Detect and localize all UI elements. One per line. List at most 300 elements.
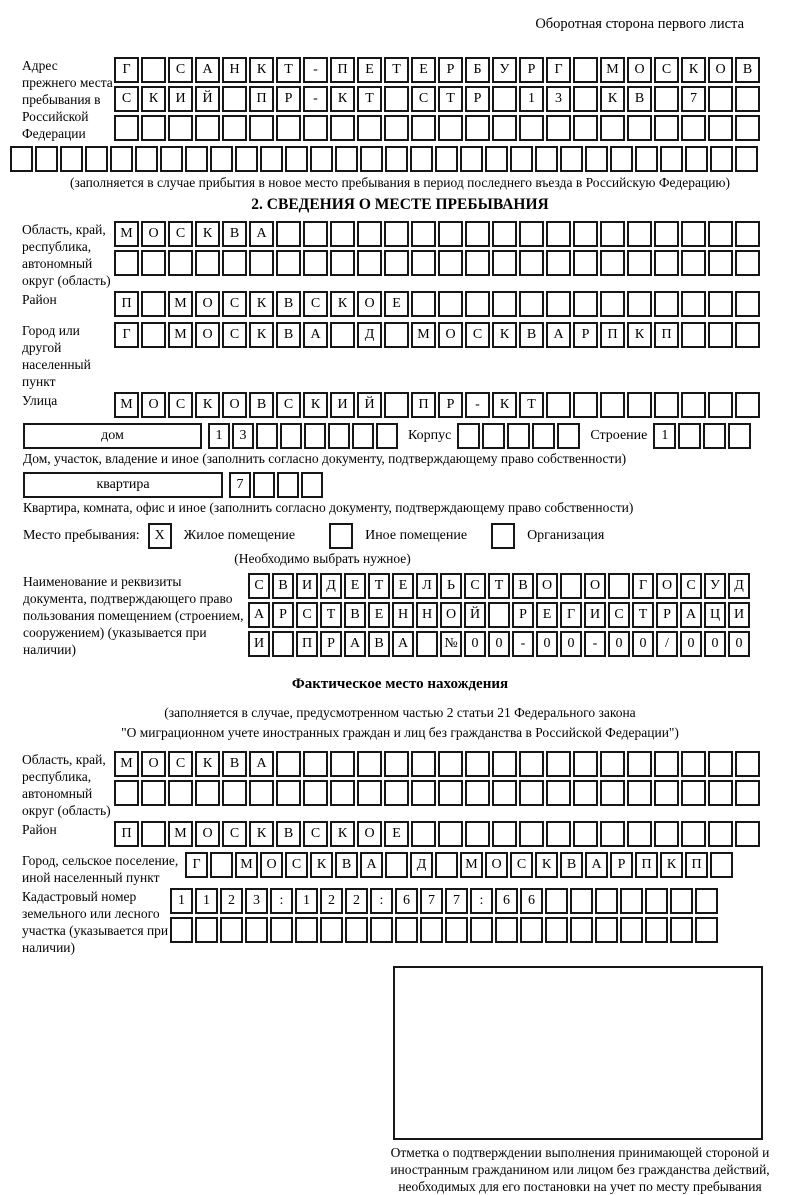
char-box — [570, 888, 593, 914]
korpus-boxes — [457, 423, 582, 449]
document-field — [0, 573, 800, 660]
char-box: К — [681, 57, 706, 83]
char-box — [295, 917, 318, 943]
char-box — [357, 115, 382, 141]
char-box — [560, 146, 583, 172]
char-box — [170, 917, 193, 943]
stroenie-boxes — [653, 423, 753, 449]
char-box: Е — [411, 57, 436, 83]
char-box — [195, 250, 220, 276]
char-box: О — [222, 392, 247, 418]
char-box — [416, 631, 438, 657]
char-box: О — [141, 221, 166, 247]
char-box: : — [270, 888, 293, 914]
char-box — [357, 250, 382, 276]
char-box: 1 — [295, 888, 318, 914]
char-box — [465, 250, 490, 276]
char-box — [460, 146, 483, 172]
char-box — [411, 780, 436, 806]
char-box — [627, 780, 652, 806]
char-box — [735, 322, 760, 348]
char-box: В — [512, 573, 534, 599]
char-box — [600, 821, 625, 847]
char-box: Е — [384, 821, 409, 847]
char-box: С — [411, 86, 436, 112]
char-box: А — [585, 852, 608, 878]
char-box — [735, 221, 760, 247]
char-box — [685, 146, 708, 172]
district-row — [114, 291, 800, 317]
char-box: С — [168, 392, 193, 418]
char-box — [654, 392, 679, 418]
char-box — [110, 146, 133, 172]
char-box: В — [276, 322, 301, 348]
char-box — [235, 146, 258, 172]
char-box — [560, 573, 582, 599]
char-box: О — [656, 573, 678, 599]
char-box — [168, 780, 193, 806]
char-box — [546, 221, 571, 247]
char-box — [276, 780, 301, 806]
char-box — [620, 888, 643, 914]
char-box: Й — [357, 392, 382, 418]
char-box — [376, 423, 398, 449]
char-box: В — [335, 852, 358, 878]
char-box — [141, 780, 166, 806]
char-box — [627, 392, 652, 418]
char-box — [654, 751, 679, 777]
char-box — [573, 291, 598, 317]
char-box: Н — [222, 57, 247, 83]
char-box — [670, 917, 693, 943]
char-box — [303, 221, 328, 247]
street-field — [0, 392, 800, 421]
char-box — [708, 821, 733, 847]
char-box: 0 — [536, 631, 558, 657]
house-caption: Дом, участок, владение и иное (заполнить согласно документу, подтверждающему право собственности) — [23, 451, 627, 466]
char-box: О — [357, 291, 382, 317]
char-box — [465, 821, 490, 847]
document-row-3 — [248, 631, 800, 657]
char-box — [220, 917, 243, 943]
stroenie-label: Строение — [590, 428, 648, 443]
char-box — [573, 780, 598, 806]
char-box: Р — [438, 57, 463, 83]
char-box — [681, 751, 706, 777]
char-box: О — [141, 392, 166, 418]
char-box: К — [249, 57, 274, 83]
document-label: Наименование и реквизиты документа, подтверждающего право пользования помещением (строением, сооружением) (указывается при наличии) — [23, 574, 244, 657]
cadastre-row-1 — [170, 888, 800, 914]
char-box: П — [600, 322, 625, 348]
char-box — [681, 221, 706, 247]
char-box — [654, 115, 679, 141]
char-box: Г — [114, 322, 139, 348]
char-box — [600, 780, 625, 806]
char-box — [253, 472, 275, 498]
char-box: С — [680, 573, 702, 599]
prev-address-row-1 — [114, 57, 800, 83]
char-box — [735, 86, 760, 112]
char-box — [411, 115, 436, 141]
char-box — [495, 917, 518, 943]
char-box — [519, 221, 544, 247]
char-box — [708, 392, 733, 418]
char-box: 2 — [345, 888, 368, 914]
char-box — [678, 423, 701, 449]
char-box: Л — [416, 573, 438, 599]
char-box — [384, 250, 409, 276]
char-box: 0 — [488, 631, 510, 657]
checkbox-residential: X — [148, 523, 172, 549]
char-box — [608, 573, 630, 599]
char-box — [703, 423, 726, 449]
fact-region-row-2 — [114, 780, 800, 806]
char-box — [735, 751, 760, 777]
char-box — [168, 115, 193, 141]
char-box: С — [114, 86, 139, 112]
char-box — [492, 115, 517, 141]
char-box — [245, 917, 268, 943]
char-box: П — [654, 322, 679, 348]
char-box — [573, 751, 598, 777]
char-box: О — [195, 821, 220, 847]
char-box — [357, 751, 382, 777]
prev-address-label: Адрес прежнего места пребывания в Российской Федерации — [22, 58, 113, 141]
char-box — [114, 115, 139, 141]
char-box — [654, 250, 679, 276]
char-box: Д — [728, 573, 750, 599]
char-box: Й — [464, 602, 486, 628]
char-box — [573, 392, 598, 418]
char-box: Р — [512, 602, 534, 628]
char-box — [270, 917, 293, 943]
char-box: В — [222, 221, 247, 247]
char-box — [272, 631, 294, 657]
char-box — [465, 751, 490, 777]
char-box — [384, 221, 409, 247]
char-box — [654, 86, 679, 112]
char-box: 7 — [420, 888, 443, 914]
char-box: Р — [465, 86, 490, 112]
char-box: А — [303, 322, 328, 348]
char-box — [438, 751, 463, 777]
char-box — [260, 146, 283, 172]
char-box — [546, 115, 571, 141]
char-box: Г — [632, 573, 654, 599]
char-box: М — [411, 322, 436, 348]
prev-address-row-4 — [10, 146, 800, 172]
char-box: О — [708, 57, 733, 83]
char-box — [303, 780, 328, 806]
char-box: : — [470, 888, 493, 914]
char-box: С — [303, 821, 328, 847]
char-box: Д — [357, 322, 382, 348]
char-box: И — [584, 602, 606, 628]
char-box — [708, 780, 733, 806]
char-box — [457, 423, 480, 449]
char-box — [330, 780, 355, 806]
char-box — [610, 146, 633, 172]
char-box — [645, 888, 668, 914]
actual-location-note-2: "О миграционном учете иностранных граждан и лиц без гражданства в Российской Федерации") — [121, 725, 679, 740]
fact-city-field — [0, 852, 800, 886]
char-box: К — [249, 821, 274, 847]
char-box — [330, 221, 355, 247]
char-box — [411, 221, 436, 247]
char-box — [210, 852, 233, 878]
char-box: Й — [195, 86, 220, 112]
char-box: 2 — [220, 888, 243, 914]
char-box: К — [141, 86, 166, 112]
char-box — [310, 146, 333, 172]
char-box — [600, 115, 625, 141]
char-box: 7 — [445, 888, 468, 914]
char-box — [320, 917, 343, 943]
char-box: А — [392, 631, 414, 657]
fact-region-row-1 — [114, 751, 800, 777]
char-box: П — [685, 852, 708, 878]
char-box: Г — [114, 57, 139, 83]
char-box — [385, 852, 408, 878]
document-row-1 — [248, 573, 800, 599]
char-box: 0 — [680, 631, 702, 657]
char-box: К — [249, 322, 274, 348]
char-box — [411, 291, 436, 317]
char-box — [708, 86, 733, 112]
char-box — [708, 250, 733, 276]
char-box — [276, 221, 301, 247]
char-box — [256, 423, 278, 449]
char-box — [492, 250, 517, 276]
city-label: Город или другой населенный пункт — [22, 323, 91, 389]
char-box — [708, 291, 733, 317]
char-box: 1 — [208, 423, 230, 449]
char-box: К — [249, 291, 274, 317]
char-box — [249, 250, 274, 276]
char-box: Г — [185, 852, 208, 878]
char-box: В — [276, 821, 301, 847]
char-box — [595, 888, 618, 914]
char-box — [570, 917, 593, 943]
char-box: С — [276, 392, 301, 418]
char-box — [654, 291, 679, 317]
char-box — [411, 250, 436, 276]
char-box — [357, 780, 382, 806]
char-box: 0 — [728, 631, 750, 657]
char-box: Т — [276, 57, 301, 83]
char-box: Т — [384, 57, 409, 83]
char-box — [357, 221, 382, 247]
char-box — [520, 917, 543, 943]
char-box — [384, 115, 409, 141]
char-box: П — [411, 392, 436, 418]
char-box — [573, 86, 598, 112]
char-box: А — [360, 852, 383, 878]
char-box: С — [222, 291, 247, 317]
city-field — [0, 322, 800, 390]
char-box — [335, 146, 358, 172]
char-box — [645, 917, 668, 943]
char-box — [360, 146, 383, 172]
char-box: В — [368, 631, 390, 657]
char-box — [384, 86, 409, 112]
street-row — [114, 392, 800, 418]
char-box: Е — [368, 602, 390, 628]
char-box — [395, 917, 418, 943]
char-box — [445, 917, 468, 943]
char-box: О — [485, 852, 508, 878]
char-box: 3 — [546, 86, 571, 112]
char-box — [35, 146, 58, 172]
char-box: К — [303, 392, 328, 418]
char-box — [708, 322, 733, 348]
char-box — [222, 86, 247, 112]
char-box: М — [460, 852, 483, 878]
char-box — [435, 852, 458, 878]
stay-type-row — [23, 523, 800, 549]
stamp-caption: Отметка о подтверждении выполнения принимающей стороной и иностранным гражданином или лицом без гражданства действий, необходимых для его постановки на учет по месту пребывания — [390, 1145, 770, 1194]
stay-type-label: Место пребывания: — [23, 528, 140, 543]
char-box — [384, 392, 409, 418]
char-box — [249, 115, 274, 141]
char-box: В — [735, 57, 760, 83]
char-box: М — [600, 57, 625, 83]
char-box: 0 — [608, 631, 630, 657]
char-box — [735, 821, 760, 847]
char-box: Н — [416, 602, 438, 628]
region-field — [0, 221, 800, 289]
fact-district-row — [114, 821, 800, 847]
section2-title: 2. СВЕДЕНИЯ О МЕСТЕ ПРЕБЫВАНИЯ — [251, 196, 549, 213]
korpus-label: Корпус — [408, 428, 452, 443]
char-box — [546, 392, 571, 418]
char-box: 3 — [245, 888, 268, 914]
char-box: - — [303, 57, 328, 83]
char-box — [627, 751, 652, 777]
char-box — [728, 423, 751, 449]
char-box — [345, 917, 368, 943]
char-box: 1 — [519, 86, 544, 112]
char-box — [384, 751, 409, 777]
char-box — [352, 423, 374, 449]
char-box: / — [656, 631, 678, 657]
char-box: К — [492, 322, 517, 348]
char-box — [681, 115, 706, 141]
char-box — [600, 250, 625, 276]
char-box — [135, 146, 158, 172]
char-box: У — [492, 57, 517, 83]
char-box — [303, 250, 328, 276]
cadastre-field — [0, 888, 800, 956]
char-box: В — [344, 602, 366, 628]
char-box — [438, 115, 463, 141]
confirmation-stamp-box — [393, 966, 763, 1140]
char-box — [695, 888, 718, 914]
char-box — [600, 221, 625, 247]
char-box — [492, 86, 517, 112]
char-box — [411, 821, 436, 847]
char-box — [328, 423, 350, 449]
char-box — [557, 423, 580, 449]
char-box — [384, 780, 409, 806]
char-box — [465, 115, 490, 141]
prev-address-note: (заполняется в случае прибытия в новое место пребывания в период последнего въезда в Российскую Федерацию) — [69, 175, 731, 190]
char-box — [60, 146, 83, 172]
char-box: 1 — [170, 888, 193, 914]
apartment-caption: Квартира, комната, офис и иное (заполнить согласно документу, подтверждающему право собственности) — [23, 500, 634, 515]
char-box: И — [330, 392, 355, 418]
char-box: С — [296, 602, 318, 628]
char-box: К — [660, 852, 683, 878]
char-box — [546, 250, 571, 276]
fact-district-field — [0, 821, 800, 850]
char-box — [276, 115, 301, 141]
prev-address-row-3 — [114, 115, 800, 141]
char-box: - — [465, 392, 490, 418]
fact-city-label: Город, сельское поселение, иной населенный пункт — [22, 853, 179, 885]
char-box — [573, 821, 598, 847]
char-box — [585, 146, 608, 172]
char-box: И — [728, 602, 750, 628]
char-box: Г — [546, 57, 571, 83]
char-box: М — [168, 821, 193, 847]
char-box: П — [330, 57, 355, 83]
region-row-2 — [114, 250, 800, 276]
char-box: С — [510, 852, 533, 878]
apartment-row — [23, 472, 800, 498]
char-box — [276, 751, 301, 777]
char-box: Т — [368, 573, 390, 599]
checkbox-organization — [491, 523, 515, 549]
char-box: Д — [320, 573, 342, 599]
char-box: Т — [320, 602, 342, 628]
char-box: П — [114, 821, 139, 847]
char-box: Е — [357, 57, 382, 83]
char-box: С — [168, 57, 193, 83]
char-box — [681, 780, 706, 806]
char-box: 1 — [653, 423, 676, 449]
char-box — [735, 146, 758, 172]
char-box — [488, 602, 510, 628]
char-box — [185, 146, 208, 172]
char-box: А — [249, 221, 274, 247]
char-box — [301, 472, 323, 498]
char-box: Т — [357, 86, 382, 112]
char-box: В — [276, 291, 301, 317]
char-box — [492, 751, 517, 777]
char-box: Н — [392, 602, 414, 628]
char-box: С — [303, 291, 328, 317]
char-box: Р — [272, 602, 294, 628]
char-box: К — [627, 322, 652, 348]
char-box: К — [195, 221, 220, 247]
char-box: С — [285, 852, 308, 878]
char-box — [330, 751, 355, 777]
char-box: С — [222, 821, 247, 847]
char-box: В — [249, 392, 274, 418]
char-box — [85, 146, 108, 172]
char-box: 6 — [520, 888, 543, 914]
char-box — [695, 917, 718, 943]
char-box: Р — [438, 392, 463, 418]
char-box — [492, 291, 517, 317]
char-box — [654, 221, 679, 247]
street-label: Улица — [22, 393, 58, 408]
char-box — [708, 751, 733, 777]
char-box: К — [330, 86, 355, 112]
char-box — [141, 821, 166, 847]
